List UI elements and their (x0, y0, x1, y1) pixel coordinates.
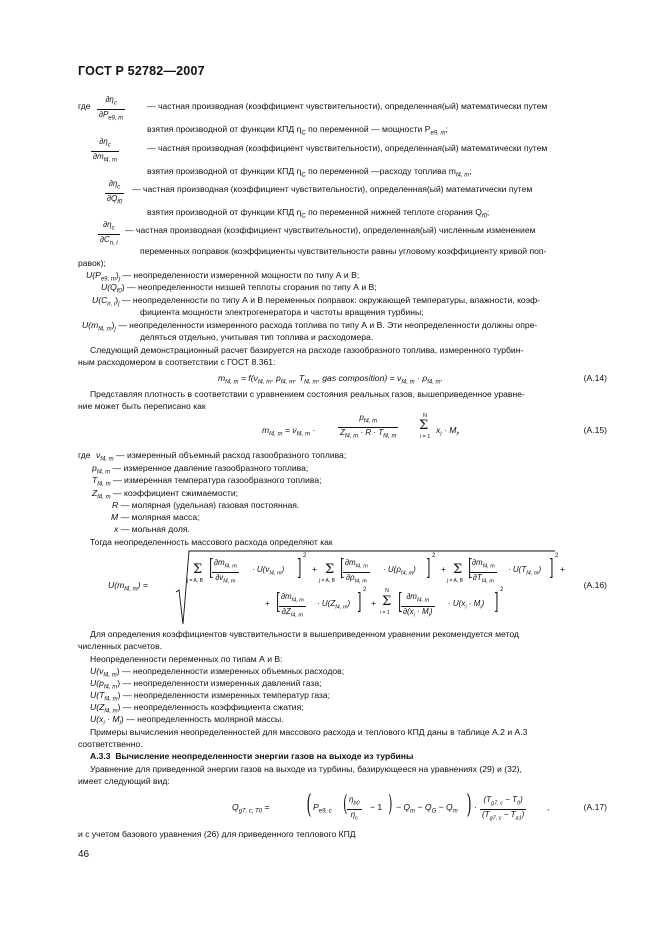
def2-line1: — частная производная (коэффициент чувствительности), определенная(ый) математически путем (147, 143, 548, 153)
eq16-term3-lbracket: [ (468, 556, 473, 581)
para5: Неопределенности переменных по типам А и В: (90, 654, 283, 664)
deriv-frac-2: $\frac{\partial\eta_c}{\partial m_{f4, m}}$ (93, 137, 117, 164)
def2-line2: взятия производной от функции КПД $\eta_C$ по переменной —расходу топлива $m_{f4, m}$; (147, 166, 472, 179)
eq16-term2-sum: Σ (325, 562, 335, 577)
eq16-term2-square: 2 (432, 553, 436, 559)
eq16-term1-sum: Σ (193, 562, 203, 577)
eq16-plus-2: + (441, 564, 447, 574)
eq17-minus-one: − 1 (370, 802, 383, 812)
equation-a17-label: (А.17) (583, 802, 607, 812)
eq16-term5-sum-bottom: i = 1 (380, 610, 390, 616)
eq17-lparen: ( (306, 790, 312, 820)
para4-line1: Для определения коэффициентов чувствительности в вышеприведенном уравнении рекомендуется метод (90, 629, 519, 639)
eq16-term5-sum-top: N (385, 588, 389, 594)
var-gas-constant: R — молярная (удельная) газовая постоянная. (112, 500, 300, 510)
equation-a15-label: (А.15) (583, 425, 607, 435)
eq16-term3-rbracket: ] (549, 556, 554, 581)
para3: Тогда неопределенность массового расхода определяют как (90, 537, 333, 547)
equation-a16-lhs: $U(m_{f4, m})$ = (108, 580, 148, 593)
eq16-term5-frac: $\frac{\partial m_{f4, m}}{\partial(x_i \cdot M_i)}$ (403, 592, 433, 619)
deriv-frac-4: $\frac{\partial\eta_c}{\partial C_{n, i}}$ (100, 220, 118, 247)
equation-a17-lhs: $Q_{g7, c, T0}$ = (232, 802, 270, 815)
eq16-term4-lbracket: [ (276, 590, 281, 615)
para4-line2: численных расчетов. (78, 641, 163, 651)
def4-line3: равок); (78, 258, 106, 268)
var-molar-mass: M — молярная масса; (111, 512, 200, 522)
eq16-term2-lbracket: [ (340, 556, 345, 581)
eq16-term1-square: 2 (303, 553, 307, 559)
eq17-rparen: ) (466, 790, 472, 820)
var-compressibility: $Z_{f4, m}$ — коэффициент сжимаемости; (92, 488, 239, 501)
eq16-term4-rbracket: ] (357, 590, 362, 615)
u2-molar-mass: $U(x_i \cdot M_i)$ — неопределенность молярной массы. (90, 714, 284, 727)
eq17-temperature-frac: $\frac{(T_{g7, c} - T_0)}{(T_{g7, c} - T_{a1})}$ (482, 795, 525, 822)
def1-line1: — частная производная (коэффициент чувствительности), определенная(ый) математически путем (147, 101, 548, 111)
equation-a15-sum-top: N (423, 413, 427, 419)
eq16-term5-u: · $U(x_i \cdot M_i)$ (448, 599, 485, 611)
para1-line1: Следующий демонстрационный расчет базируется на расходе газообразного топлива, измеренного турбин- (90, 345, 524, 355)
var-mole-fraction: x — мольная доля. (114, 524, 190, 534)
uncert-item-heat: $U(Q_{f0})$ — неопределенности низшей теплоты сгорания по типу А и В; (101, 282, 377, 295)
section-heading: А.3.3 Вычисление неопределенности энергии газов на выходе из турбины (90, 751, 414, 761)
eq16-term1-frac: $\frac{\partial m_{f4, m}}{\partial\nu_{f4, m}}$ (214, 558, 237, 585)
def1-line2: взятия производной от функции КПД $\eta_C$ по переменной — мощности $P_{e9, m}$; (147, 124, 448, 137)
para2-line1: Представляя плотность в соответствии с уравнением состояния реальных газов, вышеприведенное уравне- (90, 389, 525, 399)
eq16-term3-square: 2 (555, 553, 559, 559)
var-volume-flow: $\nu_{f4, m}$ — измеренный объемный расход газообразного топлива; (96, 450, 347, 463)
eq16-term1-sum-bottom: j = A, B (187, 578, 203, 584)
eq16-term2-frac: $\frac{\partial m_{f4, m}}{\partial\rho_{f4, m}}$ (345, 558, 368, 585)
eq16-term4-square: 2 (363, 587, 367, 593)
vars-lead: где (78, 450, 91, 460)
para6-line2: соответственно. (78, 739, 143, 749)
uncert-item-corrections: $U(C_{n, i})_j$ — неопределенности по типу А и В переменных поправок: окружающей температуры, влажности, коэф- (92, 295, 541, 308)
para8: и с учетом базового уравнения (26) для приведенного теплового КПД (78, 829, 356, 839)
eq17-inner-lparen: ( (343, 792, 348, 817)
para7-line2: имеет следующий вид: (78, 776, 170, 786)
para7-line1: Уравнение для приведенной энергии газов на выходе из турбины, базирующееся на уравнениях (29) и (32), (90, 764, 522, 774)
eq17-inner-rparen: ) (388, 792, 393, 817)
u2-pressure: $U(p_{f4, m})$ — неопределенности измеренных давлений газа; (90, 678, 322, 691)
def4-line2: переменных поправок (коэффициенты чувствительности равны угловому коэффициенту кривой поп- (140, 246, 547, 256)
def3-line1: — частная производная (коэффициент чувствительности), определенная(ый) математически путем (132, 184, 533, 194)
page-number: 46 (78, 849, 90, 860)
eq17-efficiency-frac: $\frac{\eta_{b0}}{\eta_c}$ (349, 795, 360, 822)
uncert-item-fuel: $U(m_{f4, m})_j$ — неопределенности измеренного расхода топлива по типу А и В. Эти неопределенности должны опре- (82, 320, 538, 333)
eq16-term4-u: · $U(Z_{f4, m})$ (317, 599, 351, 611)
para2-line2: ние может быть переписано как (78, 401, 206, 411)
u2-temperature: $U(T_{f4, m})$ — неопределенности измеренных температур газа; (90, 690, 331, 703)
para1-line2: ным расходомером в соответствии с ГОСТ 8.361: (78, 357, 276, 367)
eq16-term4-frac: $\frac{\partial m_{f4, m}}{\partial Z_{f4, m}}$ (281, 592, 304, 619)
uncert-item-fuel-cont: деляться отдельно, учитывая тип топлива и расходомера. (140, 332, 374, 342)
eq16-plus-5: + (371, 598, 377, 608)
def4-line1: — частная производная (коэффициент чувствительности), определенная(ый) численным изменением (125, 225, 536, 235)
eq16-term5-sum: Σ (382, 594, 392, 609)
eq16-term3-sum-bottom: j = A, B (447, 578, 463, 584)
eq16-term3-sum: Σ (453, 562, 463, 577)
eq16-term3-u: · $U(T_{f4, m})$ (508, 565, 542, 577)
eq17-dot: · (474, 802, 477, 812)
equation-a14-label: (А.14) (583, 373, 607, 383)
u2-volume-flow: $U(\nu_{f4, m})$ — неопределенности измеренных объемных расходов; (90, 666, 345, 679)
eq17-end: , (547, 802, 550, 812)
equation-a15-fraction: $\frac{p_{f4, m}}{Z_{f4, m} \cdot R \cdot T_{f4, m}}$ (340, 413, 397, 440)
equation-a16-label: (А.16) (583, 580, 607, 590)
eq16-term1-lbracket: [ (209, 556, 214, 581)
deriv-frac-3: $\frac{\partial\eta_c}{\partial Q_{f0}}$ (107, 179, 123, 206)
eq17-power: $P_{e9, c}$ (313, 802, 332, 815)
u2-compressibility: $U(Z_{f4, m})$ — неопределенность коэффициента сжатия; (90, 702, 304, 715)
equation-a15-sum-bottom: i = 1 (419, 434, 431, 440)
var-pressure: $p_{f4, m}$ — измеренное давление газообразного топлива; (92, 463, 309, 476)
eq16-term5-square: 2 (500, 587, 504, 593)
uncert-item-corrections-cont: фициента мощности электрогенератора и частоты вращения турбины; (140, 307, 424, 317)
uncert-item-power: $U(P_{e9, m})_j$ — неопределенности измеренной мощности по типу А и В; (86, 270, 360, 283)
equation-a15-sum-sign: Σ (419, 418, 429, 433)
equation-a15-sum-body: $x_i \cdot M_i$, (436, 425, 461, 438)
para6-line1: Примеры вычисления неопределенностей для массового расхода и теплового КПД даны в таблице А.2 и А.3 (90, 727, 528, 737)
equation-a14: $m_{f4, m} = f(\nu_{f4, m}$, $p_{f4, m}$, $T_{f4, m}$, gas composition) = $\nu_{f4, m} \cdot \rho_{f4, m}$. (218, 373, 443, 386)
eq16-term2-u: · $U(\rho_{f4, m})$ (383, 565, 416, 577)
eq17-losses: − $Q_m - Q_G - Q_m$ (396, 802, 458, 815)
var-temperature: $T_{f4, m}$ — измеренная температура газообразного топлива; (92, 475, 322, 488)
eq16-plus-3: + (560, 564, 566, 574)
def3-line2: взятия производной от функции КПД $\eta_C$ по переменной нижней теплоте сгорания $Q_{f0}$; (147, 207, 490, 220)
deriv-frac-1: $\frac{\partial\eta_c}{\partial P_{e9, m}}$ (99, 95, 124, 122)
eq16-term2-sum-bottom: j = A, B (319, 578, 335, 584)
equation-a15-lhs: $m_{f4, m} = \nu_{f4, m}$ · (262, 425, 316, 438)
eq16-term1-u: · $U(\nu_{f4, m})$ (252, 565, 285, 577)
eq16-plus-1: + (312, 564, 318, 574)
document-header: ГОСТ Р 52782—2007 (78, 64, 205, 78)
eq16-term5-lbracket: [ (398, 590, 403, 615)
eq16-term2-rbracket: ] (426, 556, 431, 581)
eq16-term1-rbracket: ] (297, 556, 302, 581)
where-lead: где (78, 101, 91, 111)
eq16-plus-4: + (265, 598, 271, 608)
eq16-term5-rbracket: ] (494, 590, 499, 615)
eq16-term3-frac: $\frac{\partial m_{f4, m}}{\partial T_{f4, m}}$ (472, 558, 495, 585)
